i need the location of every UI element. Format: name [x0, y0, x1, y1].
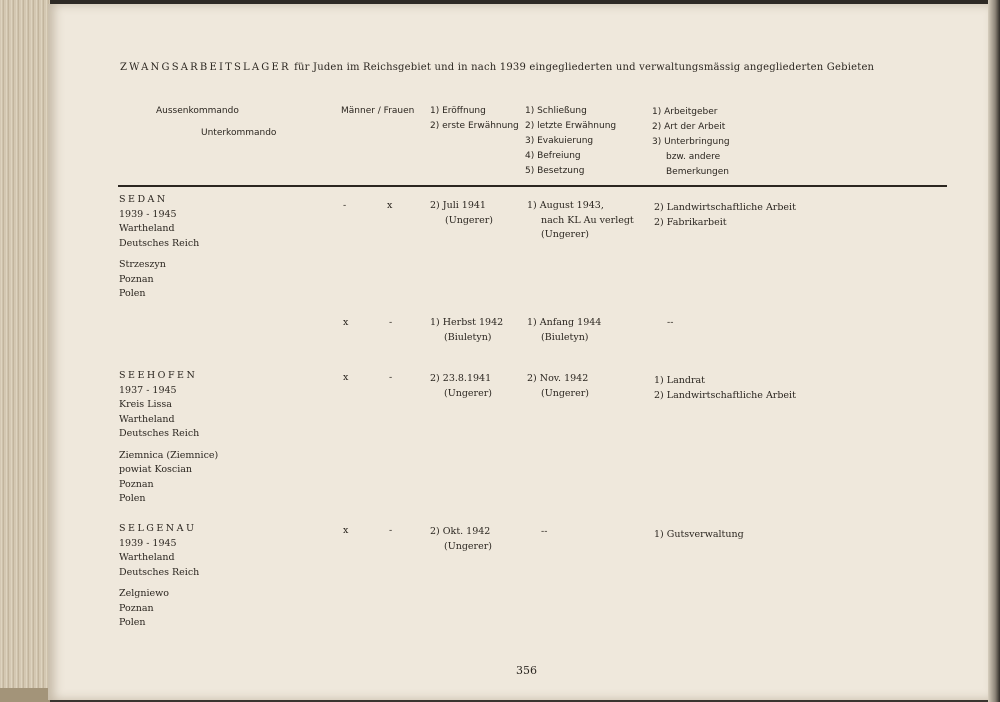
- selgenau-open-source: (Ungerer): [444, 540, 492, 552]
- sedan-close-line: 1) August 1943,: [527, 200, 604, 211]
- title-caps: ZWANGSARBEITSLAGER: [120, 62, 291, 73]
- header-schliessung-line: 2) letzte Erwähnung: [525, 121, 617, 131]
- sub-region: Poznan: [119, 273, 154, 285]
- camp-name: SELGENAU: [119, 523, 197, 534]
- sub-powiat: powiat Koscian: [119, 464, 193, 475]
- entry-seehofen-location: [119, 369, 218, 507]
- sedan-b-open-source: (Biuletyn): [444, 331, 492, 343]
- camp-name: SEDAN: [119, 194, 168, 205]
- camp-years: 1939 - 1945: [119, 208, 177, 220]
- selgenau-opening: [430, 525, 492, 554]
- header-arbeitgeber-line: Bemerkungen: [666, 167, 730, 177]
- camp-state: Deutsches Reich: [119, 428, 200, 439]
- sub-country: Polen: [119, 288, 146, 299]
- sedan-b-close-line: 1) Anfang 1944: [527, 317, 602, 328]
- sedan-closing: [527, 199, 634, 243]
- title-rest: für Juden im Reichsgebiet und in nach 1939 eingegliederten und verwaltungsmässig angegliederten Gebieten: [290, 62, 875, 73]
- sedan-open-line: 2) Juli 1941: [430, 200, 486, 211]
- sedan-opening: [430, 199, 493, 228]
- header-schliessung-line: 4) Befreiung: [525, 151, 581, 161]
- header-arbeitgeber-line: 1) Arbeitgeber: [652, 107, 718, 117]
- seehofen-open-source: (Ungerer): [444, 387, 492, 399]
- seehofen-work-line: 2) Landwirtschaftliche Arbeit: [654, 389, 796, 401]
- selgenau-closing: --: [541, 526, 548, 537]
- book-spine-bottom: [0, 688, 50, 702]
- sedan-b-men: x: [343, 317, 349, 328]
- header-schliessung-line: 1) Schließung: [525, 106, 587, 116]
- selgenau-open-line: 2) Okt. 1942: [430, 526, 491, 537]
- sedan-b-work: --: [667, 317, 674, 328]
- entry-selgenau-location: [119, 522, 199, 631]
- sedan-work: [654, 201, 796, 230]
- sub-name: Ziemnica (Ziemnice): [119, 449, 219, 461]
- header-schliessung-line: 3) Evakuierung: [525, 136, 594, 146]
- camp-years: 1937 - 1945: [119, 384, 177, 396]
- header-eroeffnung-line: 2) erste Erwähnung: [430, 121, 519, 131]
- header-schliessung: [525, 104, 616, 179]
- seehofen-opening: [430, 372, 492, 401]
- sedan-close-line: nach KL Au verlegt: [541, 214, 634, 226]
- sub-region: Poznan: [119, 478, 154, 490]
- seehofen-closing: [527, 372, 589, 401]
- seehofen-close-source: (Ungerer): [541, 387, 589, 399]
- header-schliessung-line: 5) Besetzung: [525, 166, 585, 176]
- sedan-open-source: (Ungerer): [445, 214, 493, 226]
- selgenau-women: -: [389, 525, 393, 536]
- camp-region: Wartheland: [119, 552, 175, 563]
- book-spine-pages: [0, 0, 50, 702]
- header-maenner-frauen: Männer / Frauen: [341, 106, 415, 116]
- sedan-work-line: 2) Landwirtschaftliche Arbeit: [654, 202, 796, 213]
- page-title: [120, 62, 874, 73]
- camp-region: Wartheland: [119, 223, 175, 234]
- sub-country: Polen: [119, 617, 146, 628]
- seehofen-open-line: 2) 23.8.1941: [430, 373, 492, 384]
- seehofen-work: [654, 374, 796, 403]
- sedan-work-line: 2) Fabrikarbeit: [654, 216, 727, 228]
- sub-region: Poznan: [119, 602, 154, 614]
- sedan-close-source: (Ungerer): [541, 229, 589, 240]
- header-arbeitgeber: [652, 105, 730, 180]
- sedan-men: -: [343, 200, 347, 211]
- page-edge-right: [988, 0, 1000, 702]
- sub-country: Polen: [119, 493, 146, 504]
- selgenau-men: x: [343, 525, 349, 536]
- camp-name: SEEHOFEN: [119, 370, 198, 381]
- sub-name: Strzeszyn: [119, 259, 166, 270]
- header-arbeitgeber-line: 3) Unterbringung: [652, 137, 730, 147]
- header-eroeffnung: [430, 104, 519, 134]
- camp-state: Deutsches Reich: [119, 237, 200, 249]
- camp-years: 1939 - 1945: [119, 537, 177, 549]
- seehofen-work-line: 1) Landrat: [654, 375, 705, 386]
- header-eroeffnung-line: 1) Eröffnung: [430, 106, 486, 116]
- header-aussenkommando: Aussenkommando: [156, 106, 239, 116]
- header-unterkommando: Unterkommando: [201, 128, 277, 138]
- seehofen-women: -: [389, 372, 393, 383]
- sedan-b-closing: [527, 316, 601, 345]
- header-rule: [118, 185, 947, 187]
- seehofen-men: x: [343, 372, 349, 383]
- selgenau-work: 1) Gutsverwaltung: [654, 529, 744, 540]
- camp-state: Deutsches Reich: [119, 566, 200, 578]
- sedan-b-women: -: [389, 317, 393, 328]
- camp-district: Kreis Lissa: [119, 399, 172, 410]
- sub-name: Zelgniewo: [119, 588, 169, 599]
- sedan-women: x: [387, 200, 393, 211]
- header-arbeitgeber-line: 2) Art der Arbeit: [652, 122, 726, 132]
- camp-region: Wartheland: [119, 413, 175, 425]
- sedan-b-close-source: (Biuletyn): [541, 331, 589, 343]
- sedan-b-open-line: 1) Herbst 1942: [430, 317, 504, 328]
- entry-sedan-location: [119, 193, 199, 302]
- seehofen-close-line: 2) Nov. 1942: [527, 373, 589, 384]
- header-arbeitgeber-line: bzw. andere: [666, 152, 721, 162]
- page-number: 356: [516, 664, 537, 677]
- sedan-b-opening: [430, 316, 503, 345]
